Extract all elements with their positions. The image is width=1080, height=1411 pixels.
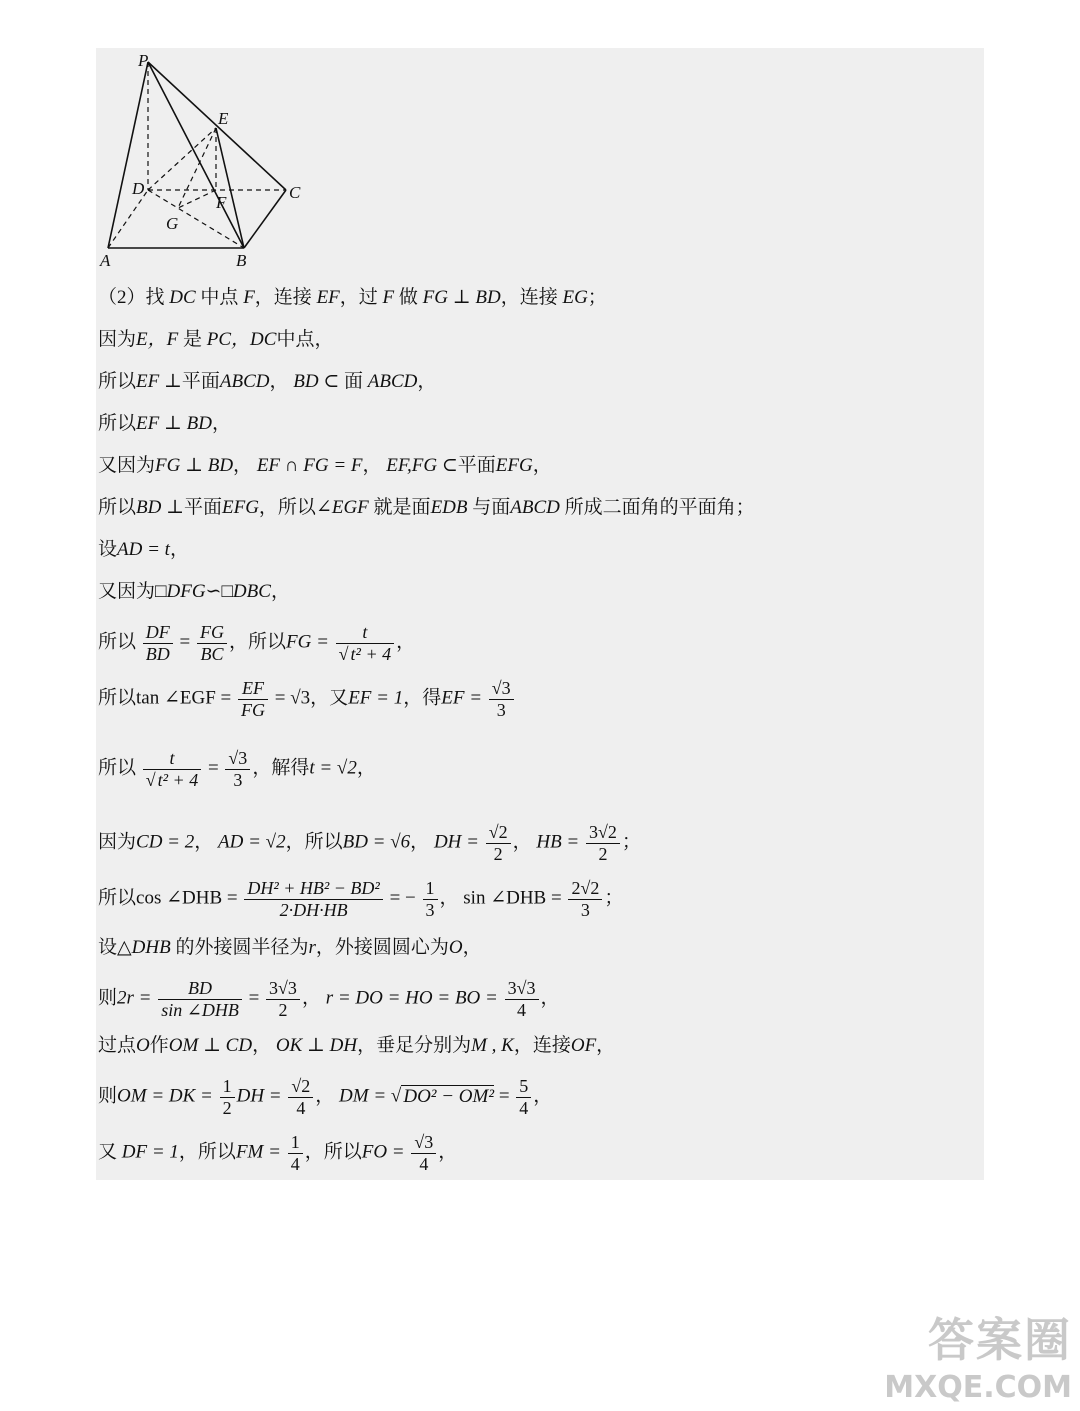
label-B: B — [236, 251, 247, 270]
line-18: 又 DF = 1，所以FM = $\frac{1}{4}$ ，所以FO = $\frac{√3}{4}$ ， — [98, 1132, 458, 1174]
label-D: D — [132, 179, 145, 198]
label-A: A — [100, 251, 111, 270]
line-9: 所以 $\frac{DF}{BD}$ = $\frac{FG}{BC}$ ，所以FG = $\frac{t}{\text{√ t² + 4}}$ ， — [98, 622, 416, 664]
line-17: 则OM = DK = $\frac{1}{2}$ DH = $\frac{√2}{4}$ ， DM = √ DO² − OM² = $\frac{5}{4}$ ， — [98, 1076, 553, 1118]
label-C: C — [289, 183, 301, 202]
edge-EG — [178, 128, 216, 208]
line-3: 所以EF ⊥平面ABCD， BD ⊂ 面 ABCD， — [98, 371, 437, 392]
edge-PA — [108, 62, 148, 248]
label-G: G — [166, 214, 179, 233]
label-P: P — [138, 51, 149, 70]
watermark-url: MXQE.COM — [884, 1370, 1072, 1405]
line-16: 过点O作OM ⊥ CD， OK ⊥ DH，垂足分别为M , K，连接OF， — [98, 1035, 616, 1056]
line-8: 又因为□DFG∽□DBC， — [98, 581, 290, 602]
edge-EB — [216, 128, 244, 248]
line-12: 因为CD = 2， AD = √2，所以BD = √6， DH = $\frac{√2}{2}$ ， HB = $\frac{3√2}{2}$ ； — [98, 822, 641, 864]
line-15: 则2r = $\frac{BD}{\text{sin ∠DHB}}$ = $\frac{3√3}{2}$ ， r = DO = HO = BO = $\frac{3√3}{4}$ ， — [98, 978, 560, 1020]
line-11: 所以 $\frac{t}{\text{√ t² + 4}}$ = $\frac{√3}{3}$ ，解得t = √2， — [98, 748, 376, 790]
line-10: 所以tan ∠EGF = $\frac{EF}{FG}$ = √3，又EF = 1，得EF = $\frac{√3}{3}$ — [98, 678, 516, 718]
label-E: E — [218, 109, 229, 128]
line-4: 所以EF ⊥ BD， — [98, 413, 231, 434]
edge-BC — [244, 190, 286, 248]
label-F: F — [216, 193, 227, 212]
line-13: 所以cos ∠DHB = $\frac{\text{DH² + HB² − BD²}}{2\cdot DH\cdot HB}$ = − $\frac{1}{3}$ ， sin ∠DHB = $\frac{2√2}{3}$ ； — [98, 878, 624, 920]
edge-FG — [178, 190, 216, 208]
pyramid-figure — [96, 48, 336, 278]
line-1: （2）找 DC 中点 F，连接 EF，过 F 做 FG ⊥ BD，连接 EG； — [98, 287, 607, 308]
site-watermark — [884, 1304, 1072, 1405]
edge-DE — [148, 128, 216, 190]
line-14: 设△DHB 的外接圆半径为r，外接圆圆心为O， — [98, 937, 482, 958]
line-5: 又因为FG ⊥ BD， EF ∩ FG = F， EF,FG ⊂平面EFG， — [98, 455, 552, 476]
line-7: 设AD = t， — [98, 539, 189, 560]
watermark-logo-text: 答案圈 — [928, 1313, 1072, 1367]
edge-PB — [148, 62, 244, 248]
line-2: 因为E，F 是 PC，DC中点， — [98, 329, 334, 350]
line-6: 所以BD ⊥平面EFG，所以∠EGF 就是面EDB 与面ABCD 所成二面角的平面角； — [98, 497, 755, 518]
